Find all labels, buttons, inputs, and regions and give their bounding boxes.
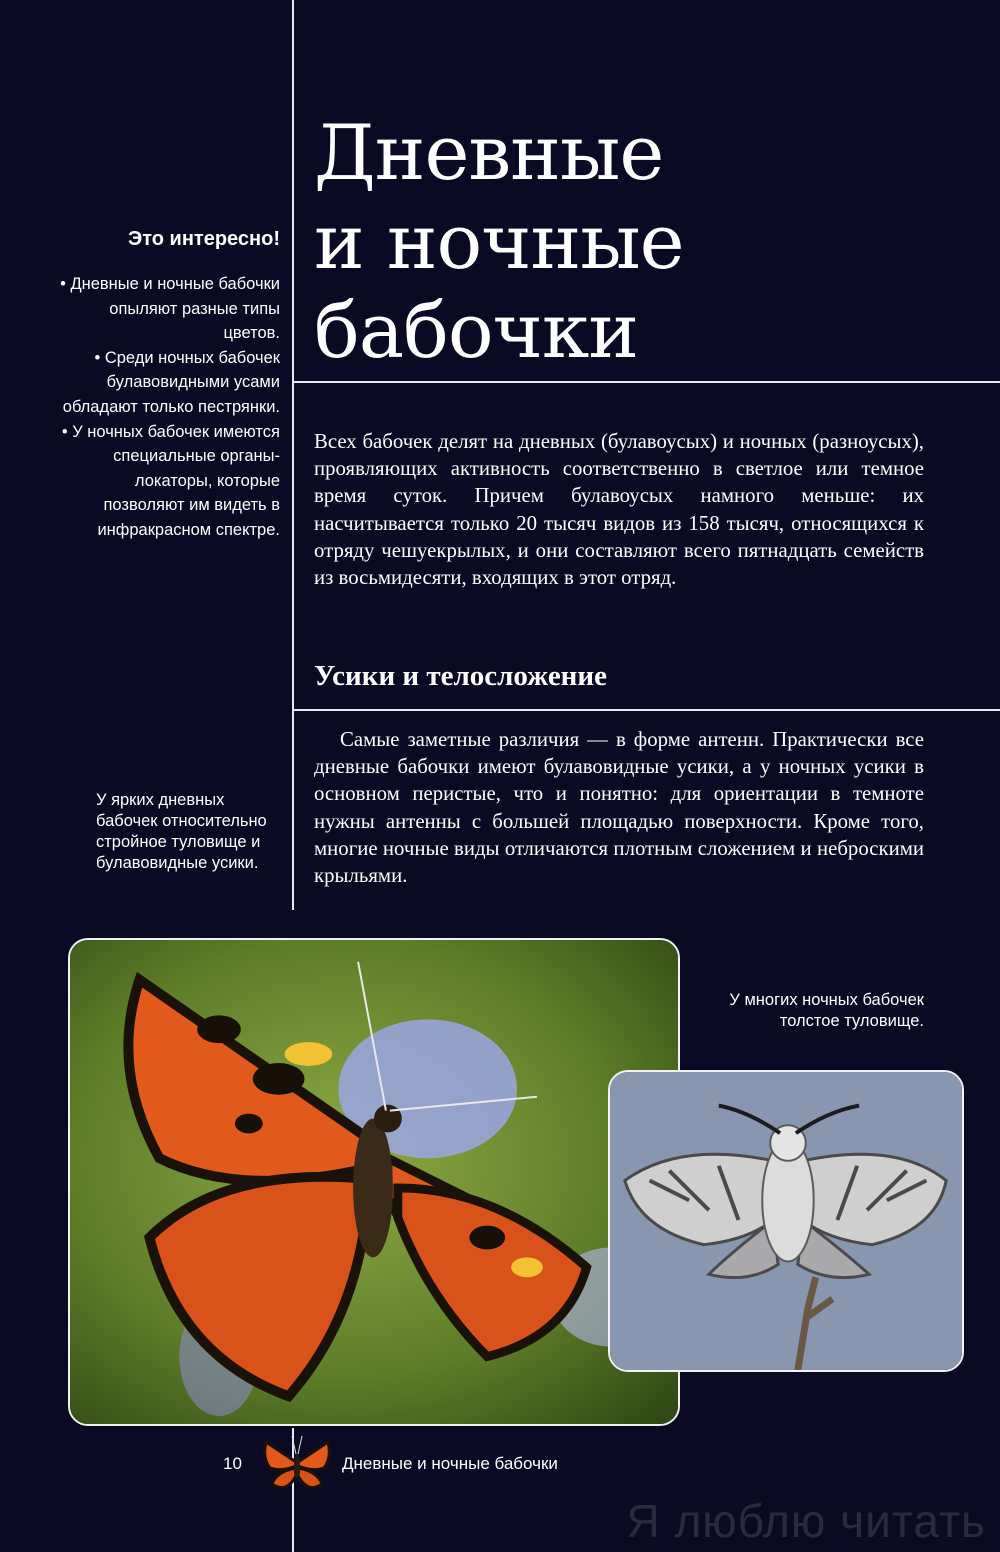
page-title [314,108,974,375]
title-line-1: Дневные [314,108,664,197]
section-rule [293,709,1000,711]
title-line-3: бабочки [314,286,638,375]
title-line-2: и ночные [314,197,684,286]
title-rule [293,381,1000,383]
page-number: 10 [223,1454,242,1473]
sidebar-facts [60,272,280,543]
section-paragraph: Самые заметные различия — в форме антенн. Практически все дневные бабочки имеют булавовидные усики, а у ночных усики в основном перистые, что и понятно: для ориентации в темноте нужны антенны с большей площадью поверхности. Кроме того, многие ночные виды отличаются плотным сложением и неброскими крыльями. [314,728,924,888]
sidebar-fact: • Дневные и ночные бабочки опыляют разные типы цветов. [60,272,280,346]
day-butterfly-photo [68,938,680,1426]
running-title: Дневные и ночные бабочки [342,1454,558,1473]
sidebar-fact: • У ночных бабочек имеются специальные органы-локаторы, которые позволяют им видеть в инфракрасном спектре. [60,420,280,543]
vertical-rule-top [292,0,294,910]
night-moth-caption: У многих ночных бабочек толстое туловище. [729,991,924,1030]
sidebar-fact: • Среди ночных бабочек булавовидными усами обладают только пестрянки. [60,346,280,420]
intro-paragraph: Всех бабочек делят на дневных (булавоусых) и ночных (разноусых), проявляющих активность соответственно в светлое или темное время суток. Причем булавоусых намного меньше: их насчитывается только 20 тысяч видов из 158 тысяч, относящихся к отряду чешуекрылых, и они составляют всего пятнадцать семейств из восьмидесяти, входящих в этот отряд. [314,430,924,590]
watermark: Я люблю читать [626,1495,986,1547]
section-heading: Усики и телосложение [314,660,607,692]
day-butterfly-caption: У ярких дневных бабочек относительно стройное туловище и булавовидные усики. [96,791,267,872]
butterfly-icon [262,1432,332,1496]
night-moth-photo [608,1070,964,1372]
sidebar-heading: Это интересно! [128,228,280,250]
